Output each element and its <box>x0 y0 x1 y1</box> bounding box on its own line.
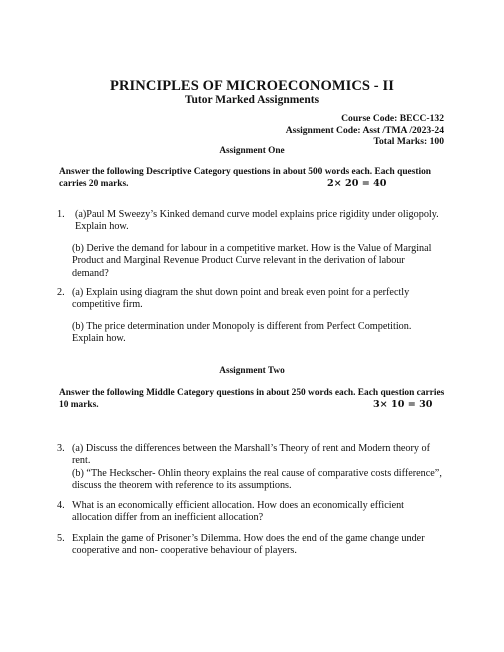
question-number: 3. <box>57 443 65 454</box>
question-5-text: Explain the game of Prisoner’s Dilemma. How does the end of the game change under cooperative and non- cooperative behaviour of players. <box>72 533 425 557</box>
course-code: Course Code: BECC-132 <box>341 113 444 124</box>
question-2 <box>57 287 444 346</box>
question-2-part-a: (a) Explain using diagram the shut down point and break even point for a perfectly competitive firm. <box>72 287 410 311</box>
assignment-one-marks: 2× 𝟐𝟎 = 𝟒𝟎 <box>327 178 387 189</box>
question-1-part-b: (b) Derive the demand for labour in a competitive market. How is the Value of Marginal Product and Marginal Revenue Product Curve relevant in the derivation of labour demand? <box>72 242 432 279</box>
question-3-part-b: (b) “The Heckscher- Ohlin theory explains the real cause of comparative costs difference”, discuss the theorem with reference to its assumptions. <box>72 467 442 492</box>
question-1-part-a: (a)Paul M Sweezy’s Kinked demand curve model explains price rigidity under oligopoly. Explain how. <box>75 209 439 233</box>
question-number: 5. <box>57 533 65 544</box>
document-subtitle: Tutor Marked Assignments <box>184 94 320 106</box>
question-2-part-b: (b) The price determination under Monopoly is different from Perfect Competition. Explain how. <box>72 320 412 345</box>
question-4 <box>57 500 444 525</box>
question-3-part-a: (a) Discuss the differences between the Marshall’s Theory of rent and Modern theory of rent. <box>72 443 431 467</box>
question-5 <box>57 533 444 558</box>
document-title: PRINCIPLES OF MICROECONOMICS - II <box>110 78 394 94</box>
question-number: 1. <box>57 209 65 220</box>
course-info-block <box>286 113 444 148</box>
question-number: 4. <box>57 500 65 511</box>
assignment-one-instruction: Answer the following Descriptive Category questions in about 500 words each. Each question carries 20 marks. <box>59 167 431 189</box>
assignment-two-marks: 3× 𝟏𝟎 = 𝟑𝟎 <box>373 399 433 410</box>
assignment-two-instruction: Answer the following Middle Category questions in about 250 words each. Each question carries 10 marks. <box>59 388 445 410</box>
question-number: 2. <box>57 287 65 298</box>
assignment-one-heading: Assignment One <box>219 146 285 156</box>
assignment-code: Assignment Code: Asst /TMA /2023-24 <box>285 124 444 136</box>
total-marks: Total Marks: 100 <box>373 136 444 148</box>
question-1 <box>57 209 444 280</box>
question-4-text: What is an economically efficient allocation. How does an economically efficient allocation differ from an inefficient allocation? <box>72 500 405 524</box>
assignment-two-heading: Assignment Two <box>219 366 285 376</box>
question-3 <box>57 443 444 493</box>
